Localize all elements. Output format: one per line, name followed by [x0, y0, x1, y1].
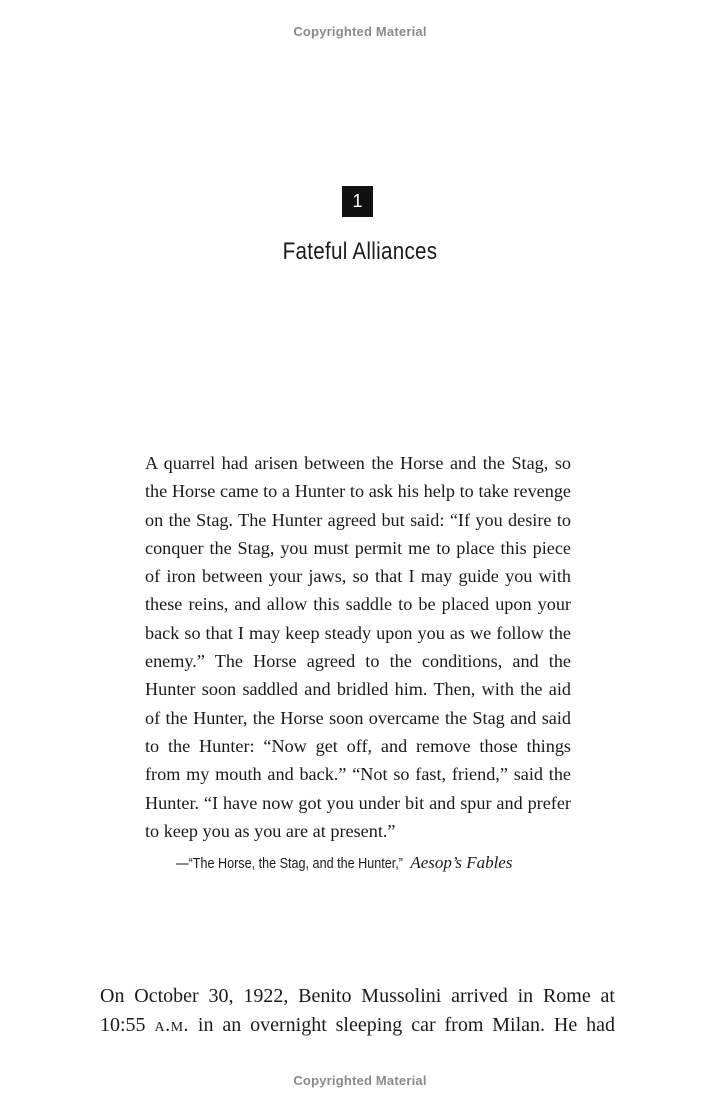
chapter-number-badge: 1 [342, 186, 373, 217]
attribution-book-title: Aesop’s Fables [410, 853, 513, 872]
body-paragraph [100, 982, 615, 1040]
body-text-part2: in an overnight sleeping car from Milan. He had [197, 1014, 616, 1036]
copyright-watermark-bottom: Copyrighted Material [293, 1073, 427, 1088]
epigraph-attribution [176, 853, 596, 873]
body-time-suffix: a.m. [154, 1014, 190, 1036]
attribution-fable-title: —“The Horse, the Stag, and the Hunter,” [176, 855, 403, 872]
body-text-part1: On October 30, 1922, Benito Mussolini arrived in Rome at 10:55 [100, 985, 615, 1036]
copyright-watermark-top: Copyrighted Material [293, 24, 427, 39]
chapter-title: Fateful Alliances [282, 238, 438, 265]
epigraph-text: A quarrel had arisen between the Horse and the Stag, so the Horse came to a Hunter to ask his help to take revenge on the Stag. The Hunter agreed but said: “If you desire to conquer the Stag, you must permit me to place this piece of iron between your jaws, so that I may guide you with these reins, and allow this saddle to be placed upon your back so that I may keep steady upon you as we follow the enemy.” The Horse agreed to the conditions, and the Hunter soon saddled and bridled him. Then, with the aid of the Hunter, the Horse soon overcame the Stag and said to the Hunter: “Now get off, and remove those things from my mouth and back.” “Not so fast, friend,” said the Hunter. “I have now got you under bit and spur and prefer to keep you as you are at present.” [145, 453, 571, 841]
